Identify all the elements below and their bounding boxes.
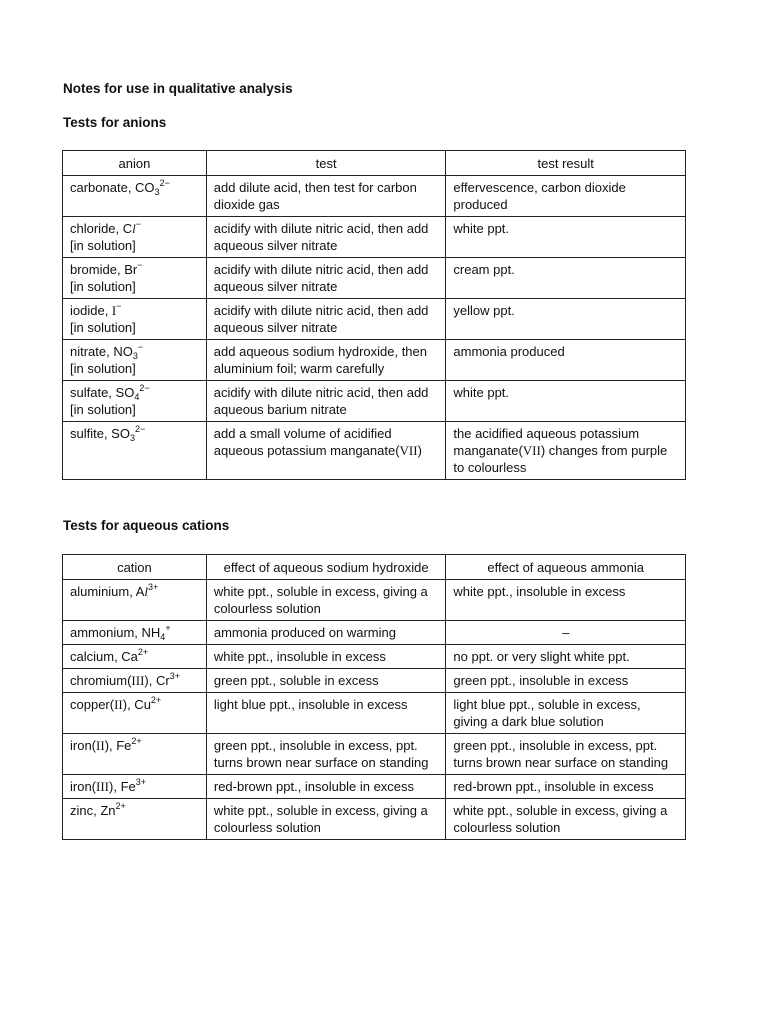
- ion-formula: [70, 803, 126, 818]
- ion-name-rest: ), Cr: [144, 673, 170, 688]
- test-cell: acidify with dilute nitric acid, then add aqueous silver nitrate: [206, 299, 446, 340]
- test-cell: add dilute acid, then test for carbon dioxide gas: [206, 176, 446, 217]
- cations-header-row: [63, 555, 686, 580]
- test-cell: add a small volume of acidified aqueous potassium manganate(VII): [206, 422, 446, 480]
- in-solution-note: [in solution]: [70, 361, 136, 376]
- table-row: [63, 176, 686, 217]
- ammonia-effect-cell: red-brown ppt., insoluble in excess: [446, 775, 686, 799]
- table-row: [63, 775, 686, 799]
- ion-cell: [63, 381, 207, 422]
- anions-table: [62, 150, 686, 480]
- table-row: [63, 258, 686, 299]
- ion-formula: [70, 344, 143, 359]
- ion-name-text: sulfate, SO: [70, 385, 135, 400]
- ion-subscript: 3: [132, 351, 138, 361]
- sodium-hydroxide-effect-cell: red-brown ppt., insoluble in excess: [206, 775, 446, 799]
- ion-subscript: 4: [134, 392, 140, 402]
- ion-charge: 3+: [135, 777, 147, 787]
- ion-formula: [70, 673, 180, 688]
- ion-formula: [70, 738, 142, 753]
- table-row: [63, 381, 686, 422]
- ion-cell: [63, 799, 207, 840]
- table-row: [63, 621, 686, 645]
- table-row: [63, 217, 686, 258]
- ion-formula: [70, 180, 170, 195]
- ion-formula: [70, 779, 146, 794]
- cations-table: [62, 554, 686, 840]
- test-cell: add aqueous sodium hydroxide, then aluminium foil; warm carefully: [206, 340, 446, 381]
- ion-charge: −: [137, 260, 143, 270]
- ion-name-rest: ), Fe: [104, 738, 132, 753]
- ion-name-text: sulfite, SO: [70, 426, 130, 441]
- ammonia-effect-cell: white ppt., soluble in excess, giving a colourless solution: [446, 799, 686, 840]
- table-row: [63, 299, 686, 340]
- sodium-hydroxide-effect-cell: white ppt., soluble in excess, giving a colourless solution: [206, 580, 446, 621]
- sodium-hydroxide-effect-cell: ammonia produced on warming: [206, 621, 446, 645]
- sodium-hydroxide-effect-cell: white ppt., soluble in excess, giving a colourless solution: [206, 799, 446, 840]
- ion-formula: [70, 262, 142, 277]
- ion-cell: [63, 340, 207, 381]
- header-cation: cation: [63, 555, 207, 580]
- ion-roman-numeral: II: [96, 738, 105, 753]
- ammonia-effect-cell: white ppt., insoluble in excess: [446, 580, 686, 621]
- ion-cell: [63, 645, 207, 669]
- ion-name-text: iron(: [70, 738, 97, 753]
- ion-name-text: chromium(: [70, 673, 132, 688]
- ion-cell: [63, 775, 207, 799]
- ion-charge: 2−: [139, 383, 150, 393]
- test-result-cell: ammonia produced: [446, 340, 686, 381]
- ion-cell: [63, 299, 207, 340]
- ion-cell: [63, 217, 207, 258]
- ion-name-text: bromide, Br: [70, 262, 138, 277]
- table-row: [63, 669, 686, 693]
- anions-heading: Tests for anions: [63, 115, 167, 130]
- ion-formula: [70, 221, 141, 236]
- ion-cell: [63, 258, 207, 299]
- ion-cell: [63, 693, 207, 734]
- page-title: Notes for use in qualitative analysis: [63, 81, 293, 96]
- ion-formula: [70, 426, 145, 441]
- ion-charge: 2+: [131, 736, 142, 746]
- in-solution-note: [in solution]: [70, 238, 136, 253]
- ion-serif-letter: I: [111, 303, 117, 318]
- ion-name-text: nitrate, NO: [70, 344, 133, 359]
- header-anion: anion: [63, 151, 207, 176]
- ion-subscript: 4: [160, 632, 166, 642]
- ion-name-rest: ), Fe: [109, 779, 136, 794]
- ion-name-text: iodide,: [70, 303, 112, 318]
- table-row: [63, 422, 686, 480]
- cations-heading: Tests for aqueous cations: [63, 518, 230, 533]
- ion-formula: [70, 649, 148, 664]
- ion-italic-letter: l: [144, 584, 149, 599]
- table-row: [63, 645, 686, 669]
- ion-name-text: zinc, Zn: [70, 803, 116, 818]
- ion-name-rest: ), Cu: [122, 697, 151, 712]
- ion-charge: −: [135, 219, 142, 229]
- roman-numeral: VII: [399, 443, 418, 458]
- ion-formula: [70, 385, 150, 400]
- sodium-hydroxide-effect-cell: green ppt., insoluble in excess, ppt. turns brown near surface on standing: [206, 734, 446, 775]
- ion-formula: [70, 303, 122, 318]
- ammonia-effect-cell: –: [446, 621, 686, 645]
- ammonia-effect-cell: green ppt., insoluble in excess: [446, 669, 686, 693]
- anions-header-row: [63, 151, 686, 176]
- table-row: [63, 734, 686, 775]
- ion-charge: −: [116, 301, 122, 311]
- ion-cell: [63, 422, 207, 480]
- sodium-hydroxide-effect-cell: light blue ppt., insoluble in excess: [206, 693, 446, 734]
- in-solution-note: [in solution]: [70, 402, 136, 417]
- test-result-cell: effervescence, carbon dioxide produced: [446, 176, 686, 217]
- ion-roman-numeral: III: [131, 673, 145, 688]
- ion-roman-numeral: III: [96, 779, 110, 794]
- test-result-cell: yellow ppt.: [446, 299, 686, 340]
- ion-name-text: carbonate, CO: [70, 180, 155, 195]
- ion-name-text: iron(: [70, 779, 97, 794]
- ion-charge: 2−: [159, 178, 170, 188]
- table-row: [63, 340, 686, 381]
- ion-cell: [63, 734, 207, 775]
- ion-charge: 3+: [169, 671, 180, 681]
- test-cell: acidify with dilute nitric acid, then add aqueous silver nitrate: [206, 217, 446, 258]
- ion-charge: 2−: [134, 424, 146, 434]
- table-row: [63, 693, 686, 734]
- ammonia-effect-cell: no ppt. or very slight white ppt.: [446, 645, 686, 669]
- ion-formula: [70, 584, 158, 599]
- ion-charge: 2+: [115, 801, 126, 811]
- ion-charge: −: [137, 342, 144, 352]
- test-result-cell: white ppt.: [446, 381, 686, 422]
- test-result-cell: cream ppt.: [446, 258, 686, 299]
- ion-italic-letter: l: [132, 221, 136, 236]
- ion-name-text: ammonium, NH: [70, 625, 161, 640]
- ion-subscript: 3: [154, 187, 160, 197]
- ion-formula: [70, 625, 171, 640]
- ion-name-text: aluminium, A: [70, 584, 145, 599]
- test-cell: acidify with dilute nitric acid, then add aqueous silver nitrate: [206, 258, 446, 299]
- sodium-hydroxide-effect-cell: white ppt., insoluble in excess: [206, 645, 446, 669]
- in-solution-note: [in solution]: [70, 320, 136, 335]
- ion-roman-numeral: II: [114, 697, 123, 712]
- header-sodium-hydroxide: effect of aqueous sodium hydroxide: [206, 555, 446, 580]
- in-solution-note: [in solution]: [70, 279, 136, 294]
- test-result-cell: the acidified aqueous potassium manganate(VII) changes from purple to colourless: [446, 422, 686, 480]
- test-cell: acidify with dilute nitric acid, then add aqueous barium nitrate: [206, 381, 446, 422]
- ion-charge: 2+: [137, 647, 149, 657]
- ion-cell: [63, 621, 207, 645]
- ion-charge: +: [165, 623, 171, 633]
- test-result-cell: white ppt.: [446, 217, 686, 258]
- ion-subscript: 3: [129, 433, 135, 443]
- ion-cell: [63, 580, 207, 621]
- header-test: test: [206, 151, 446, 176]
- ion-cell: [63, 176, 207, 217]
- ammonia-effect-cell: light blue ppt., soluble in excess, giving a dark blue solution: [446, 693, 686, 734]
- sodium-hydroxide-effect-cell: green ppt., soluble in excess: [206, 669, 446, 693]
- ion-name-text: chloride, C: [70, 221, 133, 236]
- header-ammonia: effect of aqueous ammonia: [446, 555, 686, 580]
- ion-cell: [63, 669, 207, 693]
- ion-charge: 3+: [148, 582, 159, 592]
- ion-name-text: copper(: [70, 697, 115, 712]
- header-test-result: test result: [446, 151, 686, 176]
- ion-formula: [70, 697, 161, 712]
- table-row: [63, 799, 686, 840]
- ion-name-text: calcium, Ca: [70, 649, 138, 664]
- ammonia-effect-cell: green ppt., insoluble in excess, ppt. turns brown near surface on standing: [446, 734, 686, 775]
- roman-numeral: VII: [522, 443, 541, 458]
- table-row: [63, 580, 686, 621]
- ion-charge: 2+: [150, 695, 162, 705]
